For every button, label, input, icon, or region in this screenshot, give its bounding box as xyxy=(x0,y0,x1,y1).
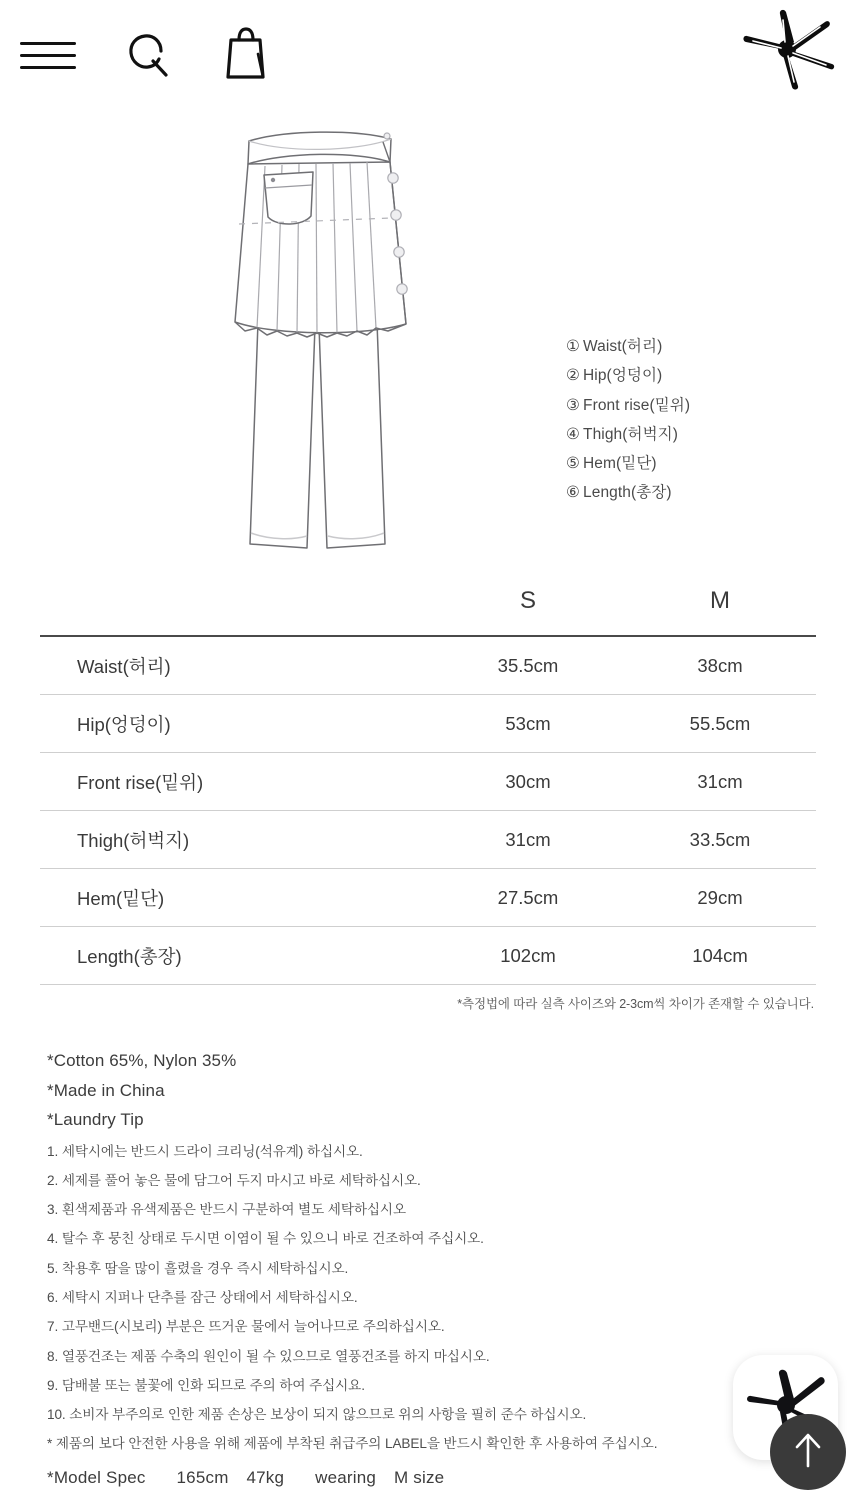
legend-item xyxy=(566,478,826,507)
row-value-s: 30cm xyxy=(505,770,551,792)
legend-number: ⑤ xyxy=(566,455,580,473)
menu-button[interactable] xyxy=(20,35,76,75)
row-value-s: 53cm xyxy=(505,712,551,734)
row-value-m: 29cm xyxy=(697,886,743,908)
row-value-s: 102cm xyxy=(500,944,556,966)
shopping-bag-icon xyxy=(220,24,272,85)
laundry-tip-list xyxy=(47,1137,817,1459)
search-icon xyxy=(120,25,176,84)
legend-item xyxy=(566,332,826,361)
header-icon-group xyxy=(20,24,272,85)
arrow-up-icon xyxy=(789,1429,827,1476)
laundry-tip: 8. 열풍건조는 제품 수축의 원인이 될 수 있으므로 열풍건조를 하지 마십시오. xyxy=(47,1348,490,1364)
hamburger-icon xyxy=(20,35,76,75)
model-weight: 47kg xyxy=(246,1467,285,1487)
table-row xyxy=(40,695,816,753)
row-value-m: 33.5cm xyxy=(689,828,751,850)
size-table xyxy=(40,588,816,1012)
row-label: Hem(밑단) xyxy=(77,887,165,909)
product-illustration xyxy=(215,112,465,572)
row-label: Hip(엉덩이) xyxy=(77,713,171,735)
legend-label: Hip(엉덩이) xyxy=(583,367,663,385)
material-line: *Cotton 65%, Nylon 35% xyxy=(47,1051,237,1070)
measurement-legend xyxy=(566,332,826,508)
laundry-tip: 6. 세탁시 지퍼나 단추를 잠근 상태에서 세탁하십시오. xyxy=(47,1289,358,1305)
model-wearing-text: wearing xyxy=(315,1467,377,1487)
model-spec-line xyxy=(47,1468,817,1488)
laundry-tip: 3. 흰색제품과 유색제품은 반드시 구분하여 별도 세탁하십시오 xyxy=(47,1202,406,1218)
brand-logo[interactable] xyxy=(740,8,836,90)
legend-label: Length(총장) xyxy=(583,484,672,502)
table-row xyxy=(40,753,816,811)
origin-line: *Made in China xyxy=(47,1080,165,1100)
table-row xyxy=(40,811,816,869)
row-label: Thigh(허벅지) xyxy=(77,829,190,851)
legend-item xyxy=(566,449,826,478)
table-header-m: M xyxy=(710,587,730,614)
search-button[interactable] xyxy=(120,25,176,84)
starfish-icon xyxy=(740,77,836,94)
table-row xyxy=(40,637,816,695)
row-label: Length(총장) xyxy=(77,945,182,967)
legend-item xyxy=(566,391,826,420)
legend-number: ⑥ xyxy=(566,484,580,502)
row-label: Waist(허리) xyxy=(77,655,171,677)
legend-number: ④ xyxy=(566,425,580,443)
legend-number: ② xyxy=(566,367,580,385)
legend-number: ③ xyxy=(566,396,580,414)
table-header-s: S xyxy=(519,587,536,614)
laundry-tip: 10. 소비자 부주의로 인한 제품 손상은 보상이 되지 않으므로 위의 사항을 필히 준수 하십시오. xyxy=(47,1407,587,1423)
laundry-care-label-note: * 제품의 보다 안전한 사용을 위해 제품에 부착된 취급주의 LABEL을 반드시 확인한 후 사용하여 주십시오. xyxy=(47,1436,658,1452)
laundry-heading: *Laundry Tip xyxy=(47,1110,144,1129)
legend-item xyxy=(566,361,826,390)
row-value-m: 38cm xyxy=(697,654,743,676)
table-row xyxy=(40,869,816,927)
row-value-s: 31cm xyxy=(505,828,551,850)
shopping-bag-button[interactable] xyxy=(220,24,272,85)
table-header-row xyxy=(40,588,816,630)
model-size: M size xyxy=(393,1467,445,1487)
model-spec-label: *Model Spec xyxy=(47,1467,146,1487)
row-value-m: 104cm xyxy=(692,944,748,966)
measurement-note: *측정법에 따라 실측 사이즈와 2-3cm씩 차이가 존재할 수 있습니다. xyxy=(457,997,814,1011)
laundry-tip: 1. 세탁시에는 반드시 드라이 크리닝(석유계) 하십시오. xyxy=(47,1143,363,1159)
legend-label: Hem(밑단) xyxy=(583,455,657,473)
row-value-m: 55.5cm xyxy=(689,712,751,734)
site-header xyxy=(0,0,856,100)
legend-number: ① xyxy=(566,338,580,355)
model-height: 165cm xyxy=(176,1467,229,1487)
laundry-tip: 9. 담배불 또는 불꽃에 인화 되므로 주의 하여 주십시요. xyxy=(47,1377,365,1393)
laundry-tip: 2. 세제를 풀어 놓은 물에 담그어 두지 마시고 바로 세탁하십시오. xyxy=(47,1172,421,1188)
scroll-to-top-button[interactable] xyxy=(770,1414,846,1490)
legend-label: Front rise(밑위) xyxy=(583,396,691,414)
product-info xyxy=(47,1046,817,1488)
laundry-tip: 5. 착용후 땀을 많이 흘렸을 경우 즉시 세탁하십시오. xyxy=(47,1260,349,1276)
row-value-s: 27.5cm xyxy=(497,886,559,908)
legend-item xyxy=(566,420,826,449)
row-value-s: 35.5cm xyxy=(497,654,559,676)
legend-label: Waist(허리) xyxy=(583,338,663,355)
row-label: Front rise(밑위) xyxy=(77,771,204,793)
laundry-tip: 7. 고무밴드(시보리) 부분은 뜨거운 물에서 늘어나므로 주의하십시오. xyxy=(47,1319,445,1335)
table-row xyxy=(40,927,816,985)
laundry-tip: 4. 탈수 후 뭉친 상태로 두시면 이염이 될 수 있으니 바로 건조하여 주십시오. xyxy=(47,1231,484,1247)
legend-label: Thigh(허벅지) xyxy=(583,425,679,443)
row-value-m: 31cm xyxy=(697,770,743,792)
